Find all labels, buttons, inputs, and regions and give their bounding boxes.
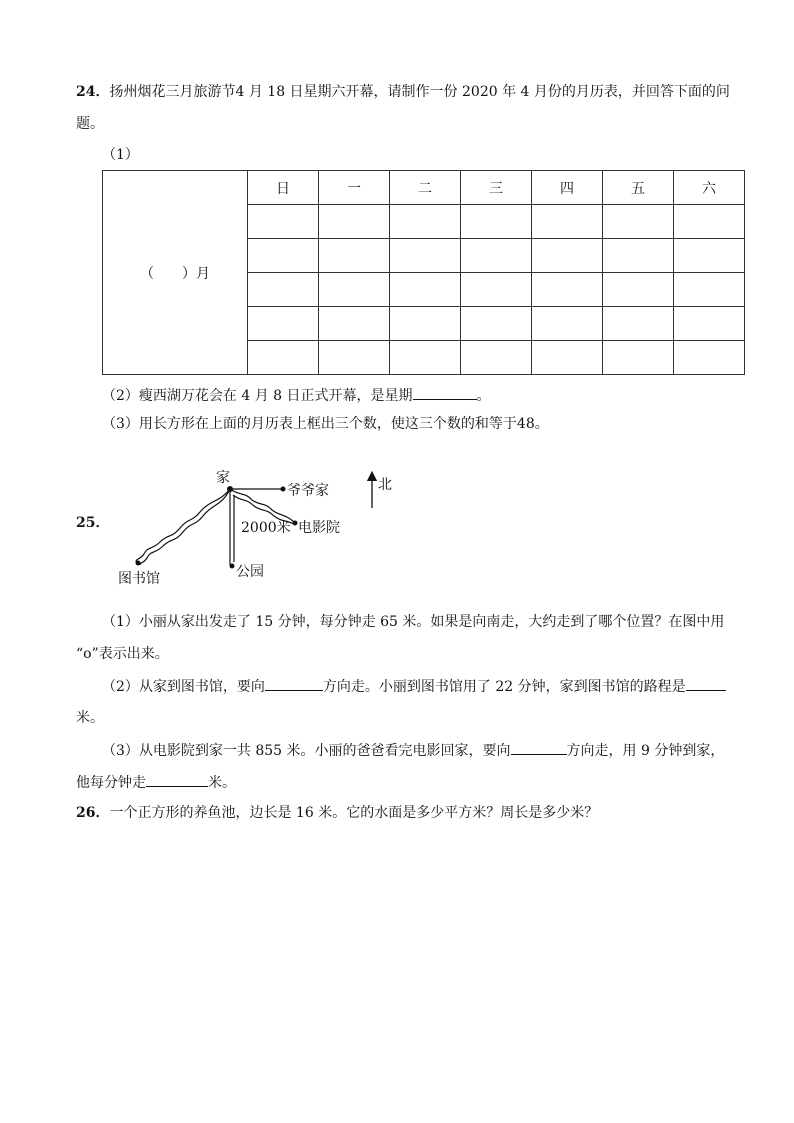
calendar-cell[interactable] [248, 205, 319, 239]
answer-blank[interactable] [413, 385, 477, 400]
label-home: 家 [216, 470, 230, 486]
q24-part2: （2）瘦西湖万花会在 4 月 8 日正式开幕，是星期 。 [102, 385, 491, 406]
calendar-cell[interactable] [390, 341, 461, 375]
calendar-cell[interactable] [390, 239, 461, 273]
calendar-cell[interactable] [532, 307, 603, 341]
library-dot [136, 561, 141, 566]
calendar-cell[interactable] [532, 239, 603, 273]
cinema-dot [293, 521, 298, 526]
park-dot [230, 564, 235, 569]
calendar-cell[interactable] [248, 239, 319, 273]
label-cinema: 电影院 [298, 520, 340, 536]
calendar-cell[interactable] [248, 307, 319, 341]
calendar-cell[interactable] [390, 273, 461, 307]
answer-blank[interactable] [265, 676, 323, 691]
q26 [76, 803, 598, 823]
label-library: 图书馆 [118, 571, 160, 587]
calendar-cell[interactable] [319, 307, 390, 341]
q25-part1-line1: （1）小丽从家出发走了 15 分钟，每分钟走 65 米。如果是向南走，大约走到了哪个位置？在图中用 [102, 614, 725, 630]
label-grandpa: 爷爷家 [287, 483, 329, 499]
calendar-month-label: （ ）月 [103, 171, 248, 375]
weekday-mon: 一 [319, 171, 390, 205]
calendar-cell[interactable] [390, 307, 461, 341]
label-north: 北 [378, 477, 392, 493]
label-distance: 2000米 [241, 520, 291, 536]
q26-number: 26． [76, 805, 110, 821]
calendar-cell[interactable] [319, 239, 390, 273]
calendar-cell[interactable] [603, 273, 674, 307]
calendar-cell[interactable] [674, 341, 745, 375]
grandpa-dot [281, 487, 286, 492]
calendar-cell[interactable] [319, 273, 390, 307]
answer-blank[interactable] [146, 772, 208, 787]
q24-part3: （3）用长方形在上面的月历表上框出三个数，使这三个数的和等于48。 [102, 416, 549, 432]
weekday-sat: 六 [674, 171, 745, 205]
q25-part1-line2: “o”表示出来。 [76, 646, 169, 662]
weekday-thu: 四 [532, 171, 603, 205]
calendar-cell[interactable] [674, 205, 745, 239]
q24-line2: 题。 [76, 116, 104, 132]
label-park: 公园 [236, 564, 264, 580]
calendar-cell[interactable] [461, 307, 532, 341]
calendar-cell[interactable] [390, 205, 461, 239]
calendar-cell[interactable] [603, 307, 674, 341]
calendar-cell[interactable] [603, 205, 674, 239]
calendar-cell[interactable] [248, 273, 319, 307]
calendar-cell[interactable] [319, 205, 390, 239]
calendar-cell[interactable] [461, 341, 532, 375]
weekday-sun: 日 [248, 171, 319, 205]
calendar-cell[interactable] [248, 341, 319, 375]
path-to-cinema [230, 489, 294, 522]
calendar-table [102, 170, 745, 375]
calendar-cell[interactable] [603, 341, 674, 375]
q25-part3: （3）从电影院到家一共 855 米。小丽的爸爸看完电影回家，要向 方向走，用 9 分钟到家， [102, 740, 724, 761]
calendar-cell[interactable] [319, 341, 390, 375]
calendar-cell[interactable] [674, 307, 745, 341]
q25-part2-line2: 米。 [76, 710, 104, 726]
calendar-cell[interactable] [532, 273, 603, 307]
path-to-library [136, 489, 230, 562]
q25-part3-line2: 他每分钟走 米。 [76, 772, 236, 793]
calendar-cell[interactable] [461, 205, 532, 239]
calendar-cell[interactable] [532, 205, 603, 239]
weekday-wed: 三 [461, 171, 532, 205]
calendar-cell[interactable] [603, 239, 674, 273]
calendar-cell[interactable] [461, 273, 532, 307]
calendar-cell[interactable] [674, 239, 745, 273]
answer-blank[interactable] [686, 676, 726, 691]
weekday-tue: 二 [390, 171, 461, 205]
calendar-cell[interactable] [461, 239, 532, 273]
calendar-cell[interactable] [674, 273, 745, 307]
q25-part2: （2）从家到图书馆，要向 方向走。小丽到图书馆用了 22 分钟，家到图书馆的路程是 [102, 676, 726, 697]
q24-part1-label: （1） [102, 147, 139, 163]
home-dot [227, 486, 233, 492]
q24-text: 扬州烟花三月旅游节4 月 18 日星期六开幕，请制作一份 2020 年 4 月份的月历表，并回答下面的问 [109, 84, 730, 100]
answer-blank[interactable] [511, 740, 567, 755]
calendar-cell[interactable] [532, 341, 603, 375]
q24-line1 [76, 82, 730, 102]
q25-number: 25． [76, 515, 110, 531]
q24-number: 24． [76, 84, 110, 100]
weekday-fri: 五 [603, 171, 674, 205]
q26-text: 一个正方形的养鱼池，边长是 16 米。它的水面是多少平方米？周长是多少米？ [109, 805, 599, 821]
direction-map [100, 462, 400, 592]
